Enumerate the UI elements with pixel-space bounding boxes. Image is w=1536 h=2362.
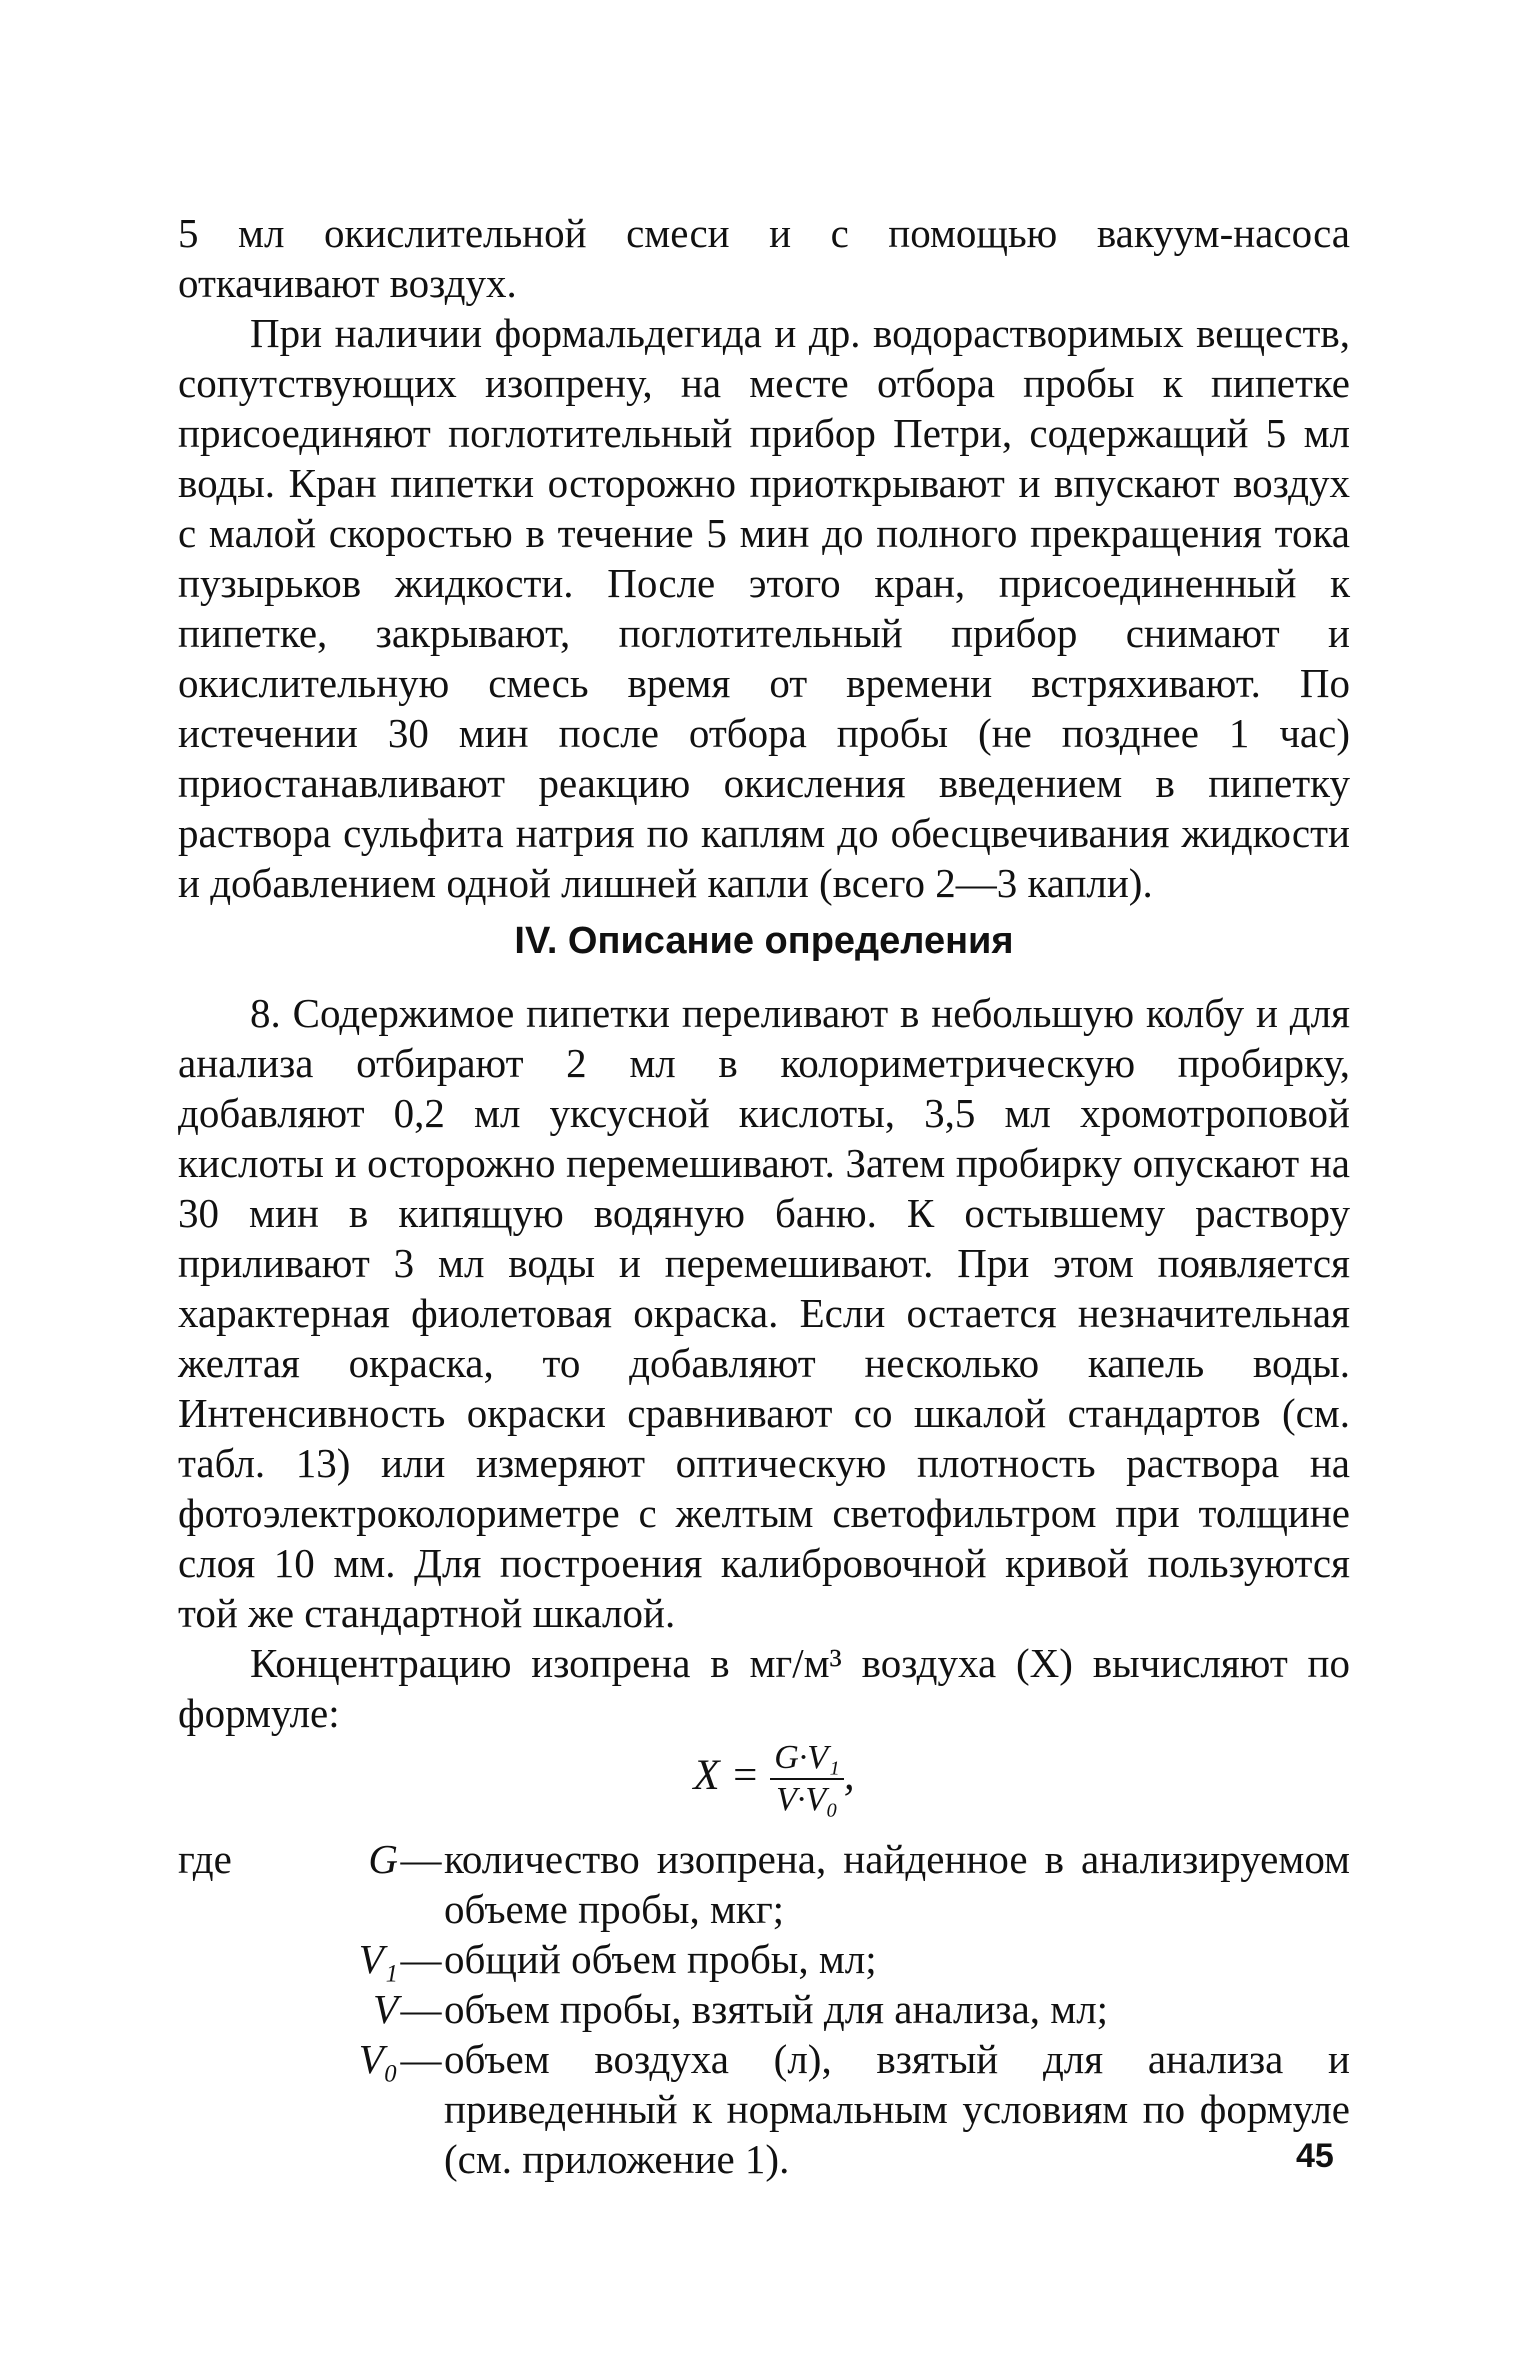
definition-row <box>178 1834 1350 1934</box>
formula <box>178 1738 1350 1820</box>
paragraph-concentration: Концентрацию изопрена в мг/м³ воздуха (X) вычисляют по формуле: <box>178 1640 1350 1736</box>
definition-lead <box>178 1984 278 2034</box>
definition-symbol: V <box>372 1986 398 2032</box>
definition-row <box>178 1984 1350 2034</box>
paragraph-continuation: 5 мл окислительной смеси и с помощью вакуум-насоса откачивают воздух. <box>178 210 1350 306</box>
definition-text: количество изопрена, найденное в анализируемом объеме пробы, мкг; <box>444 1836 1350 1932</box>
definition-symbol: V₁ <box>358 1936 398 1982</box>
paragraph-procedure: 8. Содержимое пипетки переливают в небольшую колбу и для анализа отбирают 2 мл в колориметрическую пробирку, добавляют 0,2 мл уксусной кислоты, 3,5 мл хромотроповой кислоты и осторожно перемешивают. Затем пробирку опускают на 30 мин в кипящую водяную баню. К остывшему раствору приливают 3 мл воды и перемешивают. При этом появляется характерная фиолетовая окраска. Если остается незначительная желтая окраска, то добавляют несколько капель воды. Интенсивность окраски сравнивают со шкалой стандартов (см. табл. 13) или измеряют оптическую плотность раствора на фотоэлектроколориметре с желтым светофильтром при толщине слоя 10 мм. Для построения калибровочной кривой пользуются той же стандартной шкалой. <box>178 990 1350 1636</box>
definition-dash: — <box>400 1836 442 1882</box>
formula-fraction <box>770 1738 844 1820</box>
formula-denominator: V·V₀ <box>776 1781 838 1818</box>
definition-row <box>178 2034 1350 2184</box>
formula-lhs: X <box>693 1751 720 1799</box>
definition-row <box>178 1934 1350 1984</box>
definition-text: общий объем пробы, мл; <box>444 1936 877 1982</box>
paragraph-formaldehyde: При наличии формальдегида и др. водорастворимых веществ, сопутствующих изопрену, на месте отбора пробы к пипетке присоединяют поглотительный прибор Петри, содержащий 5 мл воды. Кран пипетки осторожно приоткрывают и впускают воздух с малой скоростью в течение 5 мин до полного прекращения тока пузырьков жидкости. После этого кран, присоединенный к пипетке, закрывают, поглотительный прибор снимают и окислительную смесь время от времени встряхивают. По истечении 30 мин после отбора пробы (не позднее 1 час) приостанавливают реакцию окисления введением в пипетку раствора сульфита натрия по каплям до обесцвечивания жидкости и добавлением одной лишней капли (всего 2—3 капли). <box>178 310 1350 906</box>
definition-dash: — <box>400 2036 442 2082</box>
page-number: 45 <box>1296 2137 1334 2175</box>
section-heading: IV. Описание определения <box>514 920 1014 962</box>
definition-symbol: V₀ <box>358 2036 398 2082</box>
formula-numerator: G·V₁ <box>770 1738 844 1780</box>
definition-text: объем воздуха (л), взятый для анализа и приведенный к нормальным условиям по формуле (см. приложение 1). <box>444 2036 1350 2182</box>
definitions-list <box>178 1834 1350 2184</box>
definition-symbol: G <box>368 1836 398 1882</box>
definition-lead <box>178 2034 278 2184</box>
definition-dash: — <box>400 1986 442 2032</box>
formula-trail: , <box>843 1751 855 1799</box>
definition-text: объем пробы, взятый для анализа, мл; <box>444 1986 1109 2032</box>
definition-lead <box>178 1934 278 1984</box>
definition-dash: — <box>400 1936 442 1982</box>
definition-lead: где <box>178 1836 232 1882</box>
formula-equals: = <box>730 1751 760 1799</box>
body-text <box>178 208 1350 2184</box>
